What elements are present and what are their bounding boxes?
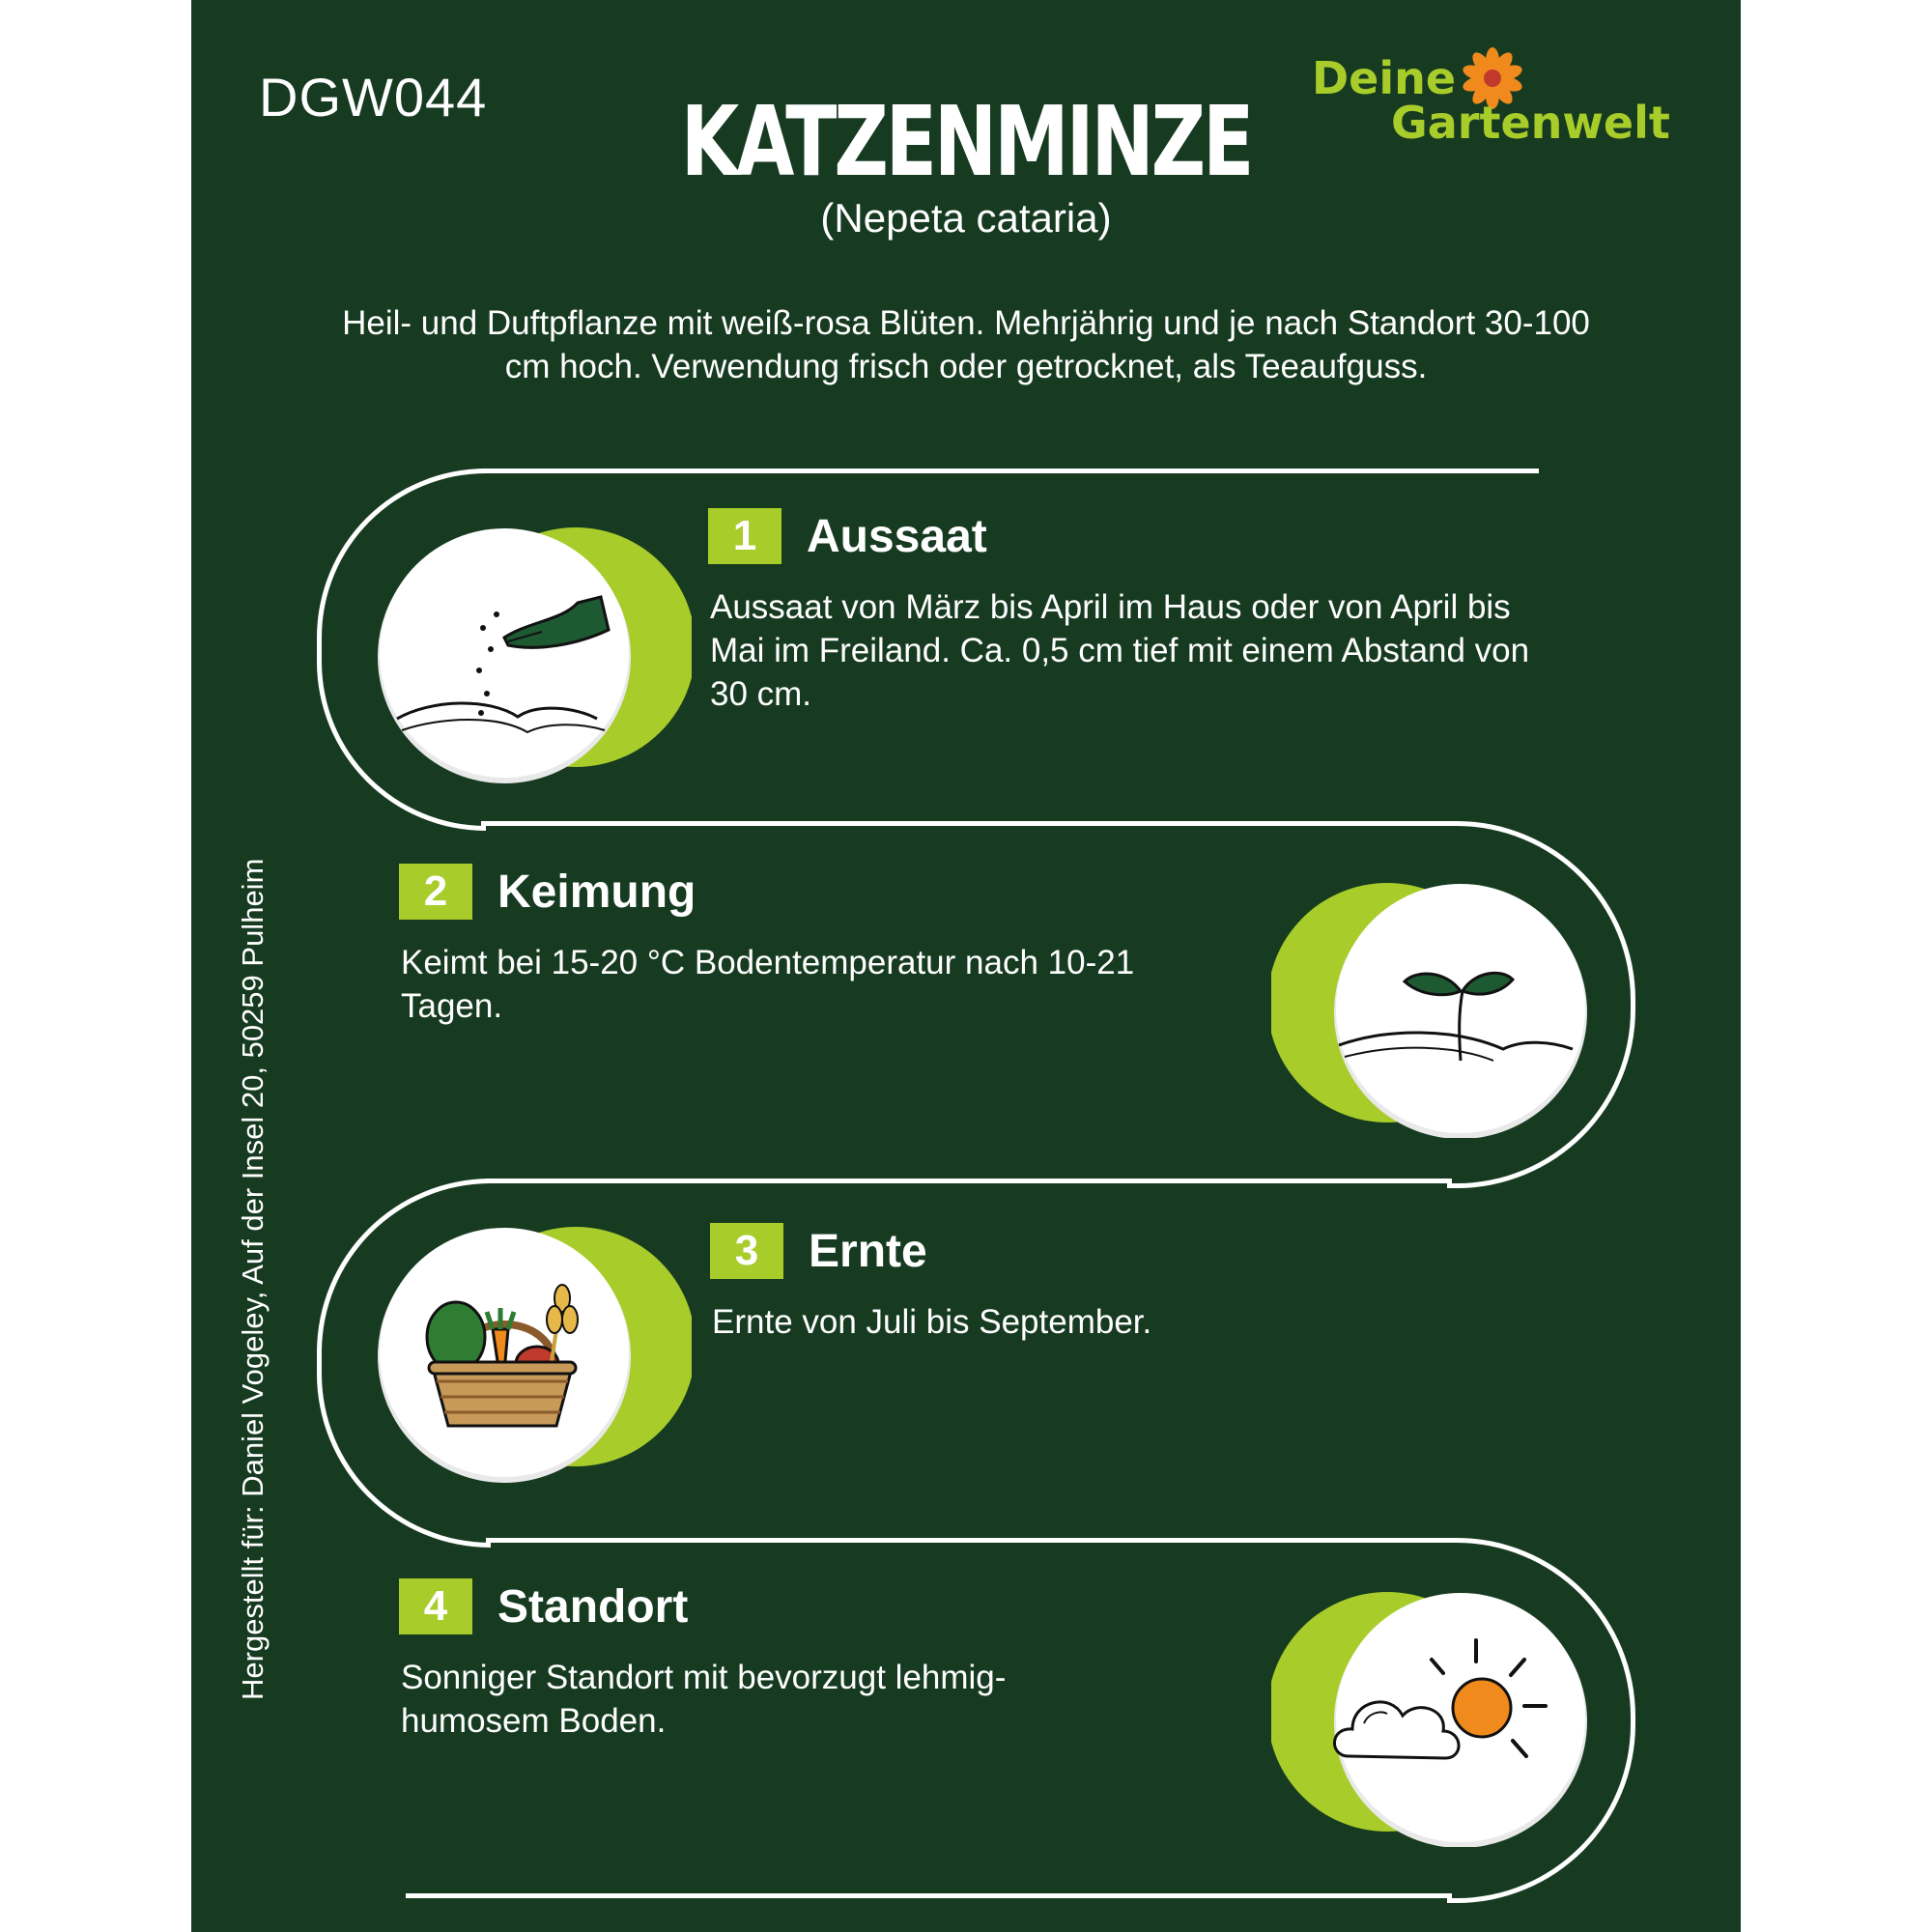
- logo-word-2: Gartenwelt: [1391, 97, 1670, 149]
- step-3-text: Ernte von Juli bis September.: [712, 1303, 1152, 1341]
- step-4-icon-badge: [1271, 1586, 1590, 1847]
- manufacturer-info: Hergestellt für: Daniel Vogeley, Auf der Insel 20, 50259 Pulheim: [236, 858, 270, 1700]
- step-2-text: Keimt bei 15-20 °C Bodentemperatur nach 10-21 Tagen.: [401, 944, 1135, 1025]
- step-2-header: [399, 864, 696, 920]
- product-title: KATZENMINZE: [680, 85, 1252, 198]
- track-line-2: [481, 821, 1447, 826]
- track-line-3: [486, 1179, 1452, 1183]
- product-code: DGW044: [259, 67, 488, 128]
- step-2-number: 2: [399, 864, 472, 920]
- step-2-title: Keimung: [497, 866, 696, 918]
- step-1-title: Aussaat: [807, 510, 987, 562]
- step-3-number: 3: [710, 1223, 783, 1279]
- step-1-number: 1: [708, 508, 781, 564]
- step-4-text: Sonniger Standort mit bevorzugt lehmig-humosem Boden.: [401, 1659, 1007, 1740]
- top-divider: [481, 469, 1539, 473]
- step-3-header: [710, 1223, 927, 1279]
- seed-packet-card: [191, 0, 1741, 1932]
- step-1-icon-badge: [373, 524, 692, 784]
- step-4-number: 4: [399, 1578, 472, 1634]
- botanical-name: (Nepeta cataria): [820, 195, 1112, 241]
- step-3-title: Ernte: [809, 1225, 927, 1277]
- step-4-header: [399, 1578, 688, 1634]
- track-line-4: [486, 1538, 1452, 1543]
- step-4-title: Standort: [497, 1580, 689, 1633]
- step-1-text: Aussaat von März bis April im Haus oder von April bis Mai im Freiland. Ca. 0,5 cm tief mit einem Abstand von 30 cm.: [710, 588, 1530, 713]
- step-1-header: [708, 508, 987, 564]
- product-description: Heil- und Duftpflanze mit weiß-rosa Blüten. Mehrjährig und je nach Standort 30-100 cm hoch. Verwendung frisch oder getrocknet, als Teeaufguss.: [342, 304, 1590, 385]
- step-2-icon-badge: [1271, 877, 1590, 1138]
- logo-word-1: Deine: [1312, 52, 1457, 104]
- bottom-divider: [406, 1893, 1452, 1898]
- step-3-icon-badge: [373, 1223, 692, 1484]
